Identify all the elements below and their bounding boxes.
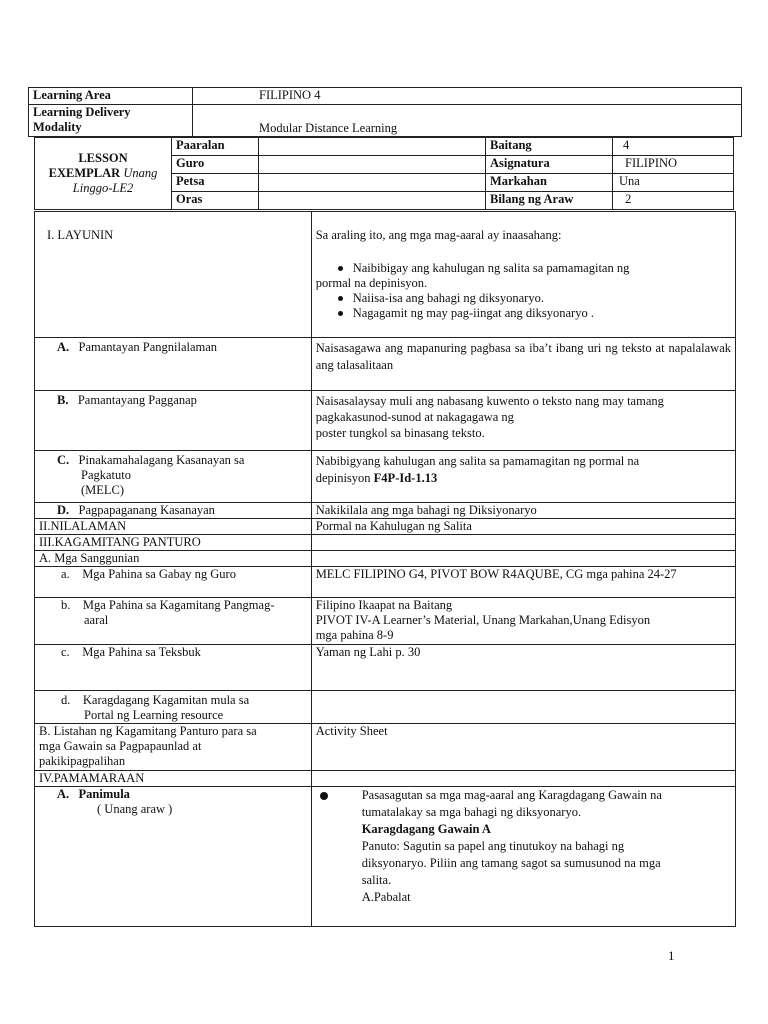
kagamitan-label: III.KAGAMITANG PANTURO [35, 535, 312, 551]
panimula-line-2: tumatalakay sa mga bahagi ng diksyonaryo. [361, 805, 582, 819]
sb-value-1: Filipino Ikaapat na Baitang [315, 598, 453, 612]
paaralan-label: Paaralan [172, 138, 259, 156]
sanggunian-label: A. Mga Sanggunian [35, 551, 312, 567]
baitang-value: 4 [613, 138, 734, 156]
week-label: Linggo-LE2 [72, 181, 134, 195]
listahan-line-3: pakikipagpalihan [39, 754, 126, 768]
listahan-line-1: B. Listahan ng Kagamitang Panturo para sa [39, 724, 257, 738]
c-value-1: Nabibigyang kahulugan ang salita sa pamamagitan ng pormal na [315, 454, 640, 468]
sa-label: Mga Pahina sa Gabay ng Guro [82, 567, 236, 581]
bullet-icon [320, 792, 328, 800]
oras-label: Oras [172, 192, 259, 210]
guro-value [259, 156, 486, 174]
layunin-intro: Sa araling ito, ang mga mag-aaral ay inaasahang: [315, 228, 562, 242]
petsa-label: Petsa [172, 174, 259, 192]
sb-label-1: Mga Pahina sa Kagamitang Pangmag- [82, 598, 275, 612]
layunin-item-3: Nagagamit ng may pag-iingat ang diksyonaryo . [352, 306, 594, 320]
baitang-label: Baitang [486, 138, 613, 156]
modality-label-line-2: Modality [33, 120, 82, 134]
c-label-1: Pinakamahalagang Kasanayan sa [78, 453, 245, 467]
c-label-2: Pagkatuto [81, 468, 131, 482]
sc-label: Mga Pahina sa Teksbuk [82, 645, 201, 659]
bullet-icon [338, 311, 343, 316]
modality-label-line-1: Learning Delivery [33, 105, 131, 119]
asignatura-value: FILIPINO [613, 156, 734, 174]
a-letter: A. [57, 340, 70, 354]
panimula-sub: ( Unang araw ) [97, 802, 173, 816]
page-number: 1 [668, 948, 675, 963]
bullet-icon [338, 266, 343, 271]
markahan-label: Markahan [486, 174, 613, 192]
panimula-letter: A. [57, 787, 70, 801]
b-letter: B. [57, 393, 69, 407]
sc-letter: c. [61, 645, 70, 659]
c-value-2: depinisyon [315, 471, 374, 485]
asignatura-label: Asignatura [486, 156, 613, 174]
d-value: Nakikilala ang mga bahagi ng Diksiyonaryo [311, 503, 735, 519]
listahan-line-2: mga Gawain sa Pagpapaunlad at [39, 739, 202, 753]
d-label: Pagpapaganang Kasanayan [78, 503, 215, 517]
bilang-label: Bilang ng Araw [486, 192, 613, 210]
panimula-label: Panimula [78, 787, 130, 801]
nilalaman-value: Pormal na Kahulugan ng Salita [311, 519, 735, 535]
markahan-value: Una [613, 174, 734, 192]
pabalat-label: A.Pabalat [361, 890, 411, 904]
panuto-line-3: salita. [361, 873, 392, 887]
c-letter: C. [57, 453, 70, 467]
c-code: F4P-Id-1.13 [373, 471, 438, 485]
c-label-3: (MELC) [81, 483, 125, 497]
bullet-icon [338, 296, 343, 301]
a-value: Naisasagawa ang mapanuring pagbasa sa iba’t ibang uri ng teksto at napalalawak ang talasalitaan [311, 338, 735, 391]
layunin-item-2: Naiisa-isa ang bahagi ng diksyonaryo. [352, 291, 544, 305]
learning-area-label: Learning Area [29, 88, 193, 105]
petsa-value [259, 174, 486, 192]
lesson-exemplar-cell [35, 138, 172, 210]
layunin-item-1b: pormal na depinisyon. [315, 276, 428, 290]
lesson-title: LESSON [78, 151, 128, 165]
nilalaman-label: II.NILALAMAN [35, 519, 312, 535]
modality-label [29, 105, 193, 137]
sd-label-1: Karagdagang Kagamitan mula sa [82, 693, 250, 707]
gawain-title: Karagdagang Gawain A [361, 822, 491, 836]
bilang-value: 2 [613, 192, 734, 210]
sd-label-2: Portal ng Learning resource [84, 708, 224, 722]
paaralan-value [259, 138, 486, 156]
modality-value: Modular Distance Learning [193, 105, 742, 137]
layunin-row [35, 212, 736, 338]
exemplar-title: EXEMPLAR [48, 166, 121, 180]
listahan-value: Activity Sheet [311, 724, 735, 771]
oras-value [259, 192, 486, 210]
learning-area-value: FILIPINO 4 [193, 88, 742, 105]
lesson-table [34, 211, 736, 927]
panimula-line-1: Pasasagutan sa mga mag-aaral ang Karagdagang Gawain na [361, 788, 662, 802]
panuto-line-1: Panuto: Sagutin sa papel ang tinutukoy na bahagi ng [361, 839, 625, 853]
exemplar-sub: Unang [123, 166, 158, 180]
sb-label-2: aaral [84, 613, 109, 627]
layunin-item-1: Naibibigay ang kahulugan ng salita sa pamamagitan ng [352, 261, 630, 275]
b-label: Pamantayang Pagganap [77, 393, 197, 407]
a-label: Pamantayan Pangnilalaman [78, 340, 218, 354]
sb-value-3: mga pahina 8-9 [315, 628, 394, 642]
d-letter: D. [57, 503, 70, 517]
pamamaraan-label: IV.PAMAMARAAN [35, 771, 312, 787]
sa-value: MELC FILIPINO G4, PIVOT BOW R4AQUBE, CG mga pahina 24-27 [311, 567, 735, 598]
b-value-1: Naisasalaysay muli ang nabasang kuwento o teksto nang may tamang [315, 394, 664, 408]
sa-letter: a. [61, 567, 70, 581]
sd-letter: d. [61, 693, 71, 707]
info-table [34, 137, 734, 210]
layunin-content [311, 212, 735, 338]
sb-letter: b. [61, 598, 71, 612]
b-value-3: poster tungkol sa binasang teksto. [315, 426, 485, 440]
panuto-line-2: diksyonaryo. Piliin ang tamang sagot sa sumusunod na mga [361, 856, 661, 870]
header-table [28, 87, 742, 137]
layunin-label: I. LAYUNIN [35, 212, 312, 338]
guro-label: Guro [172, 156, 259, 174]
sc-value: Yaman ng Lahi p. 30 [311, 645, 735, 691]
b-value-2: pagkakasunod-sunod at nakagagawa ng [315, 410, 514, 424]
sb-value-2: PIVOT IV-A Learner’s Material, Unang Markahan,Unang Edisyon [315, 613, 651, 627]
